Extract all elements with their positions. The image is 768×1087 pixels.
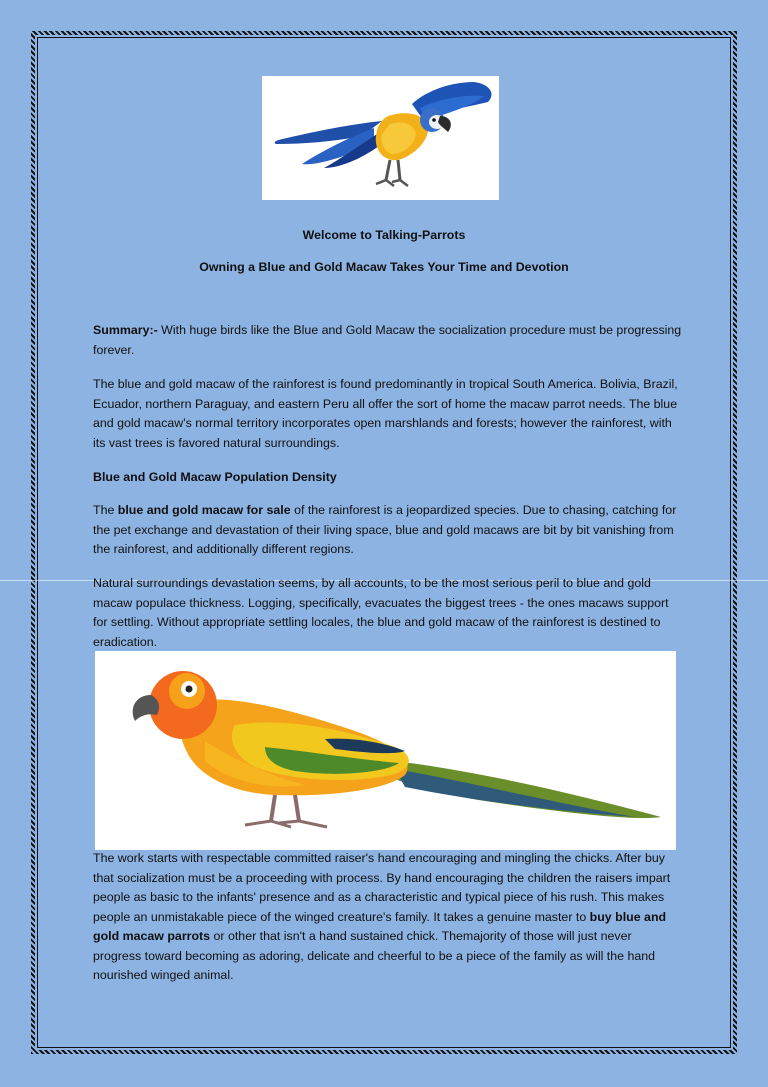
- summary-label: Summary:-: [93, 323, 158, 337]
- page-subtitle: Owning a Blue and Gold Macaw Takes Your Time and Devotion: [199, 260, 569, 274]
- conure-image: [95, 651, 676, 850]
- paragraph-1: The blue and gold macaw of the rainforest is found predominantly in tropical South America. Bolivia, Brazil, Ecuador, northern Paraguay, and eastern Peru all offer the sort of home the macaw parrot needs. The blue and gold macaw's normal territory incorporates open marshlands and forests; however the rainforest, with its vast trees is favored natural surroundings.: [93, 377, 678, 450]
- link-buy-blue-and-gold-macaw-parrots[interactable]: buy blue and gold macaw parrots: [93, 909, 667, 943]
- summary-text: With huge birds like the Blue and Gold Macaw the socialization procedure must be progressing forever.: [93, 323, 682, 357]
- page-title: Welcome to Talking-Parrots: [302, 228, 466, 242]
- summary-paragraph: [93, 321, 683, 360]
- paragraph-2: The blue and gold macaw for sale of the rainforest is a jeopardized species. Due to chasing, catching for the pet exchange and devastation of their living space, blue and gold macaws are bit by bit vanishing from the rainforest, and additionally different regions.: [93, 503, 677, 556]
- macaw-image: [262, 76, 499, 200]
- paragraph-4: The work starts with respectable committed raiser's hand encouraging and mingling the chicks. After buy that socialization must be a proceeding with process. By hand encouraging the children the raisers impart people as basic to the infants' presence and as a characteristic and typical piece of his rush. This makes people an unmistakable piece of the winged creature's family. It takes a genuine master to buy blue and gold macaw parrots or other that isn't a hand sustained chick. Themajority of those will just never progress toward becoming as adoring, delicate and cheerful to be a piece of the family as will the hand nourished winged animal.: [93, 851, 671, 982]
- section-heading: Blue and Gold Macaw Population Density: [93, 470, 337, 484]
- paragraph-3: Natural surroundings devastation seems, by all accounts, to be the most serious peril to blue and gold macaw populace thickness. Logging, specifically, evacuates the biggest trees - the ones macaws support for settling. Without appropriate settling locales, the blue and gold macaw of the rainforest is destined to eradication.: [93, 576, 669, 649]
- link-blue-and-gold-macaw-for-sale[interactable]: blue and gold macaw for sale: [117, 503, 291, 517]
